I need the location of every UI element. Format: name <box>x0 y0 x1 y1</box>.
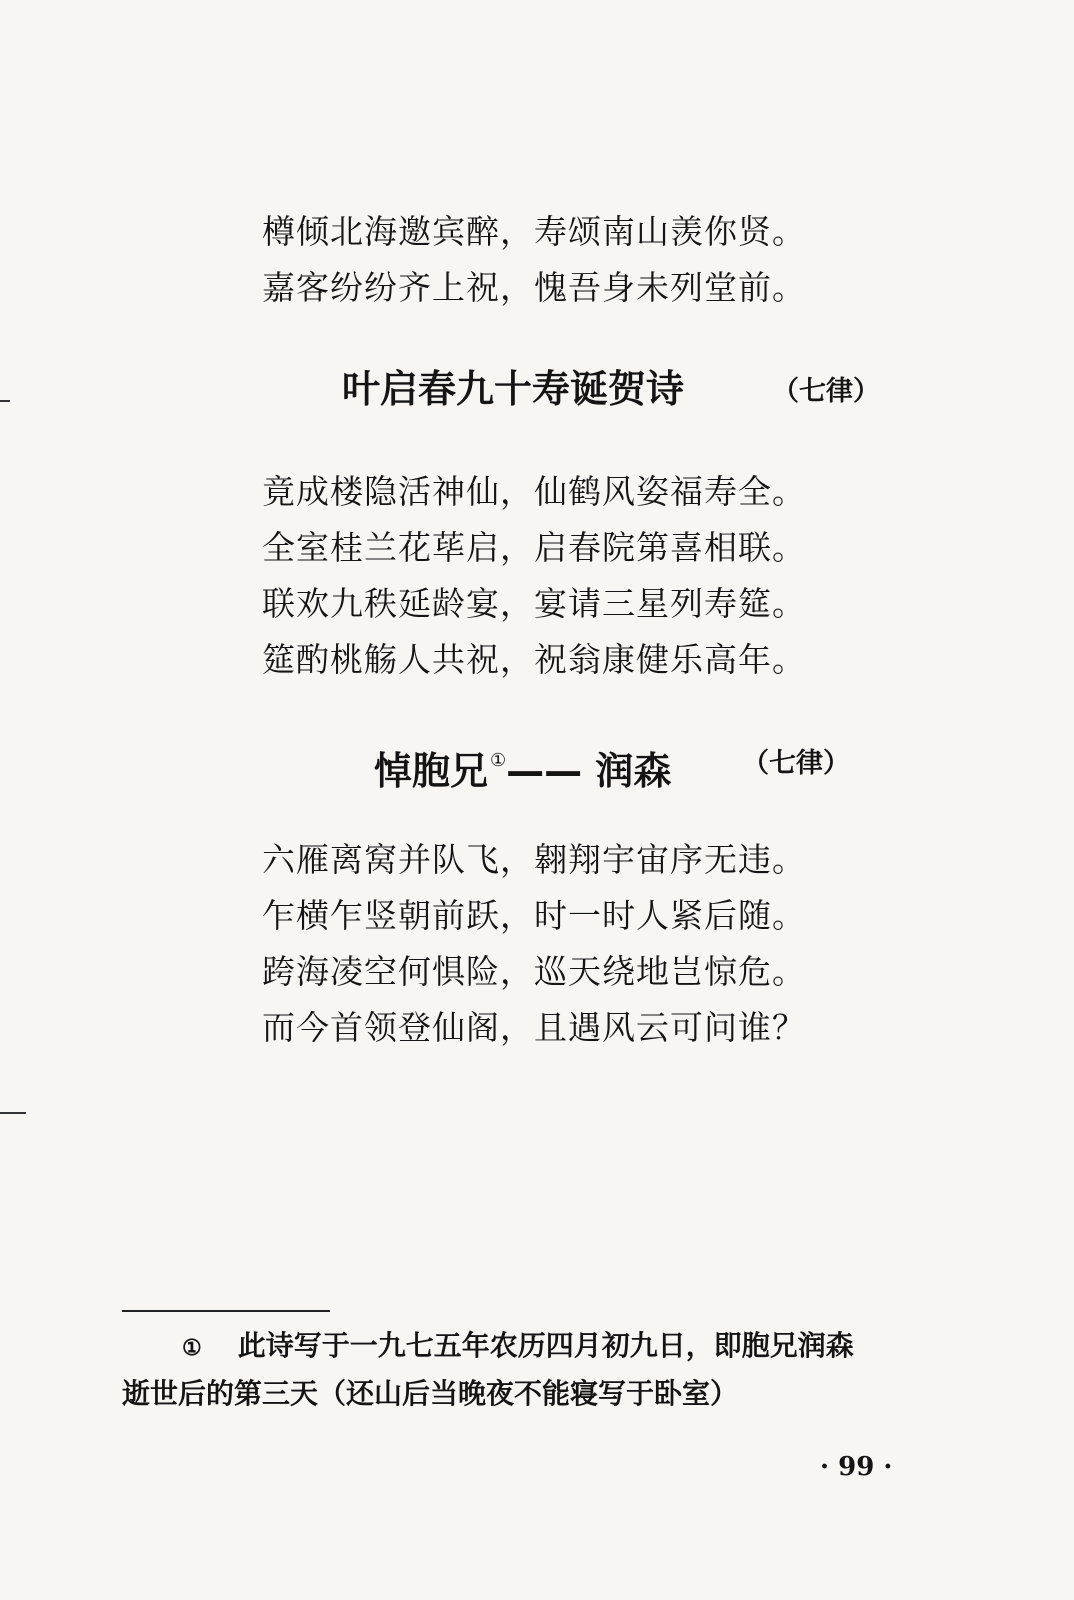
footnote-text-1: 此诗写于一九七五年农历四月初九日，即胞兄润森 <box>237 1329 854 1362</box>
footnote-reference: ① <box>490 750 507 771</box>
footnote-divider <box>122 1310 330 1312</box>
poem1-form: （七律） <box>772 376 880 407</box>
poem2-line-4: 而今首领登仙阁，且遇风云可问谁？ <box>262 1008 806 1047</box>
scan-edge-mark <box>0 1112 26 1114</box>
poem2-title-subject: —— 润森 <box>506 749 672 793</box>
poem1-line-2: 全室桂兰花荜启，启春院第喜相联。 <box>262 528 806 567</box>
poem2-line-1: 六雁离窝并队飞，翱翔宇宙序无违。 <box>262 840 806 879</box>
footnote-line-2: 逝世后的第三天（还山后当晚夜不能寝写于卧室） <box>122 1377 739 1410</box>
poem1-line-4: 筵酌桃觞人共祝，祝翁康健乐高年。 <box>262 640 806 679</box>
intro-line-1: 樽倾北海邀宾醉，寿颂南山羡你贤。 <box>262 212 806 251</box>
page-number: · 99 · <box>820 1452 893 1482</box>
footnote-line-1 <box>122 1326 962 1368</box>
poem2-line-2: 乍横乍竖朝前跃，时一时人紧后随。 <box>262 896 806 935</box>
footnote-mark: ① <box>182 1335 202 1361</box>
intro-line-2: 嘉客纷纷齐上祝，愧吾身未列堂前。 <box>262 268 806 307</box>
poem2-title-main: 悼胞兄 <box>374 749 489 793</box>
poem2-form: （七律） <box>742 748 850 779</box>
poem1-title: 叶启春九十寿诞贺诗 <box>342 367 685 411</box>
poem1-line-1: 竟成楼隐活神仙，仙鹤风姿福寿全。 <box>262 472 806 511</box>
scan-edge-mark <box>0 400 10 402</box>
poem2-line-3: 跨海凌空何惧险，巡天绕地岂惊危。 <box>262 952 806 991</box>
poem2-title <box>374 738 671 794</box>
poem1-line-3: 联欢九秩延龄宴，宴请三星列寿筵。 <box>262 584 806 623</box>
